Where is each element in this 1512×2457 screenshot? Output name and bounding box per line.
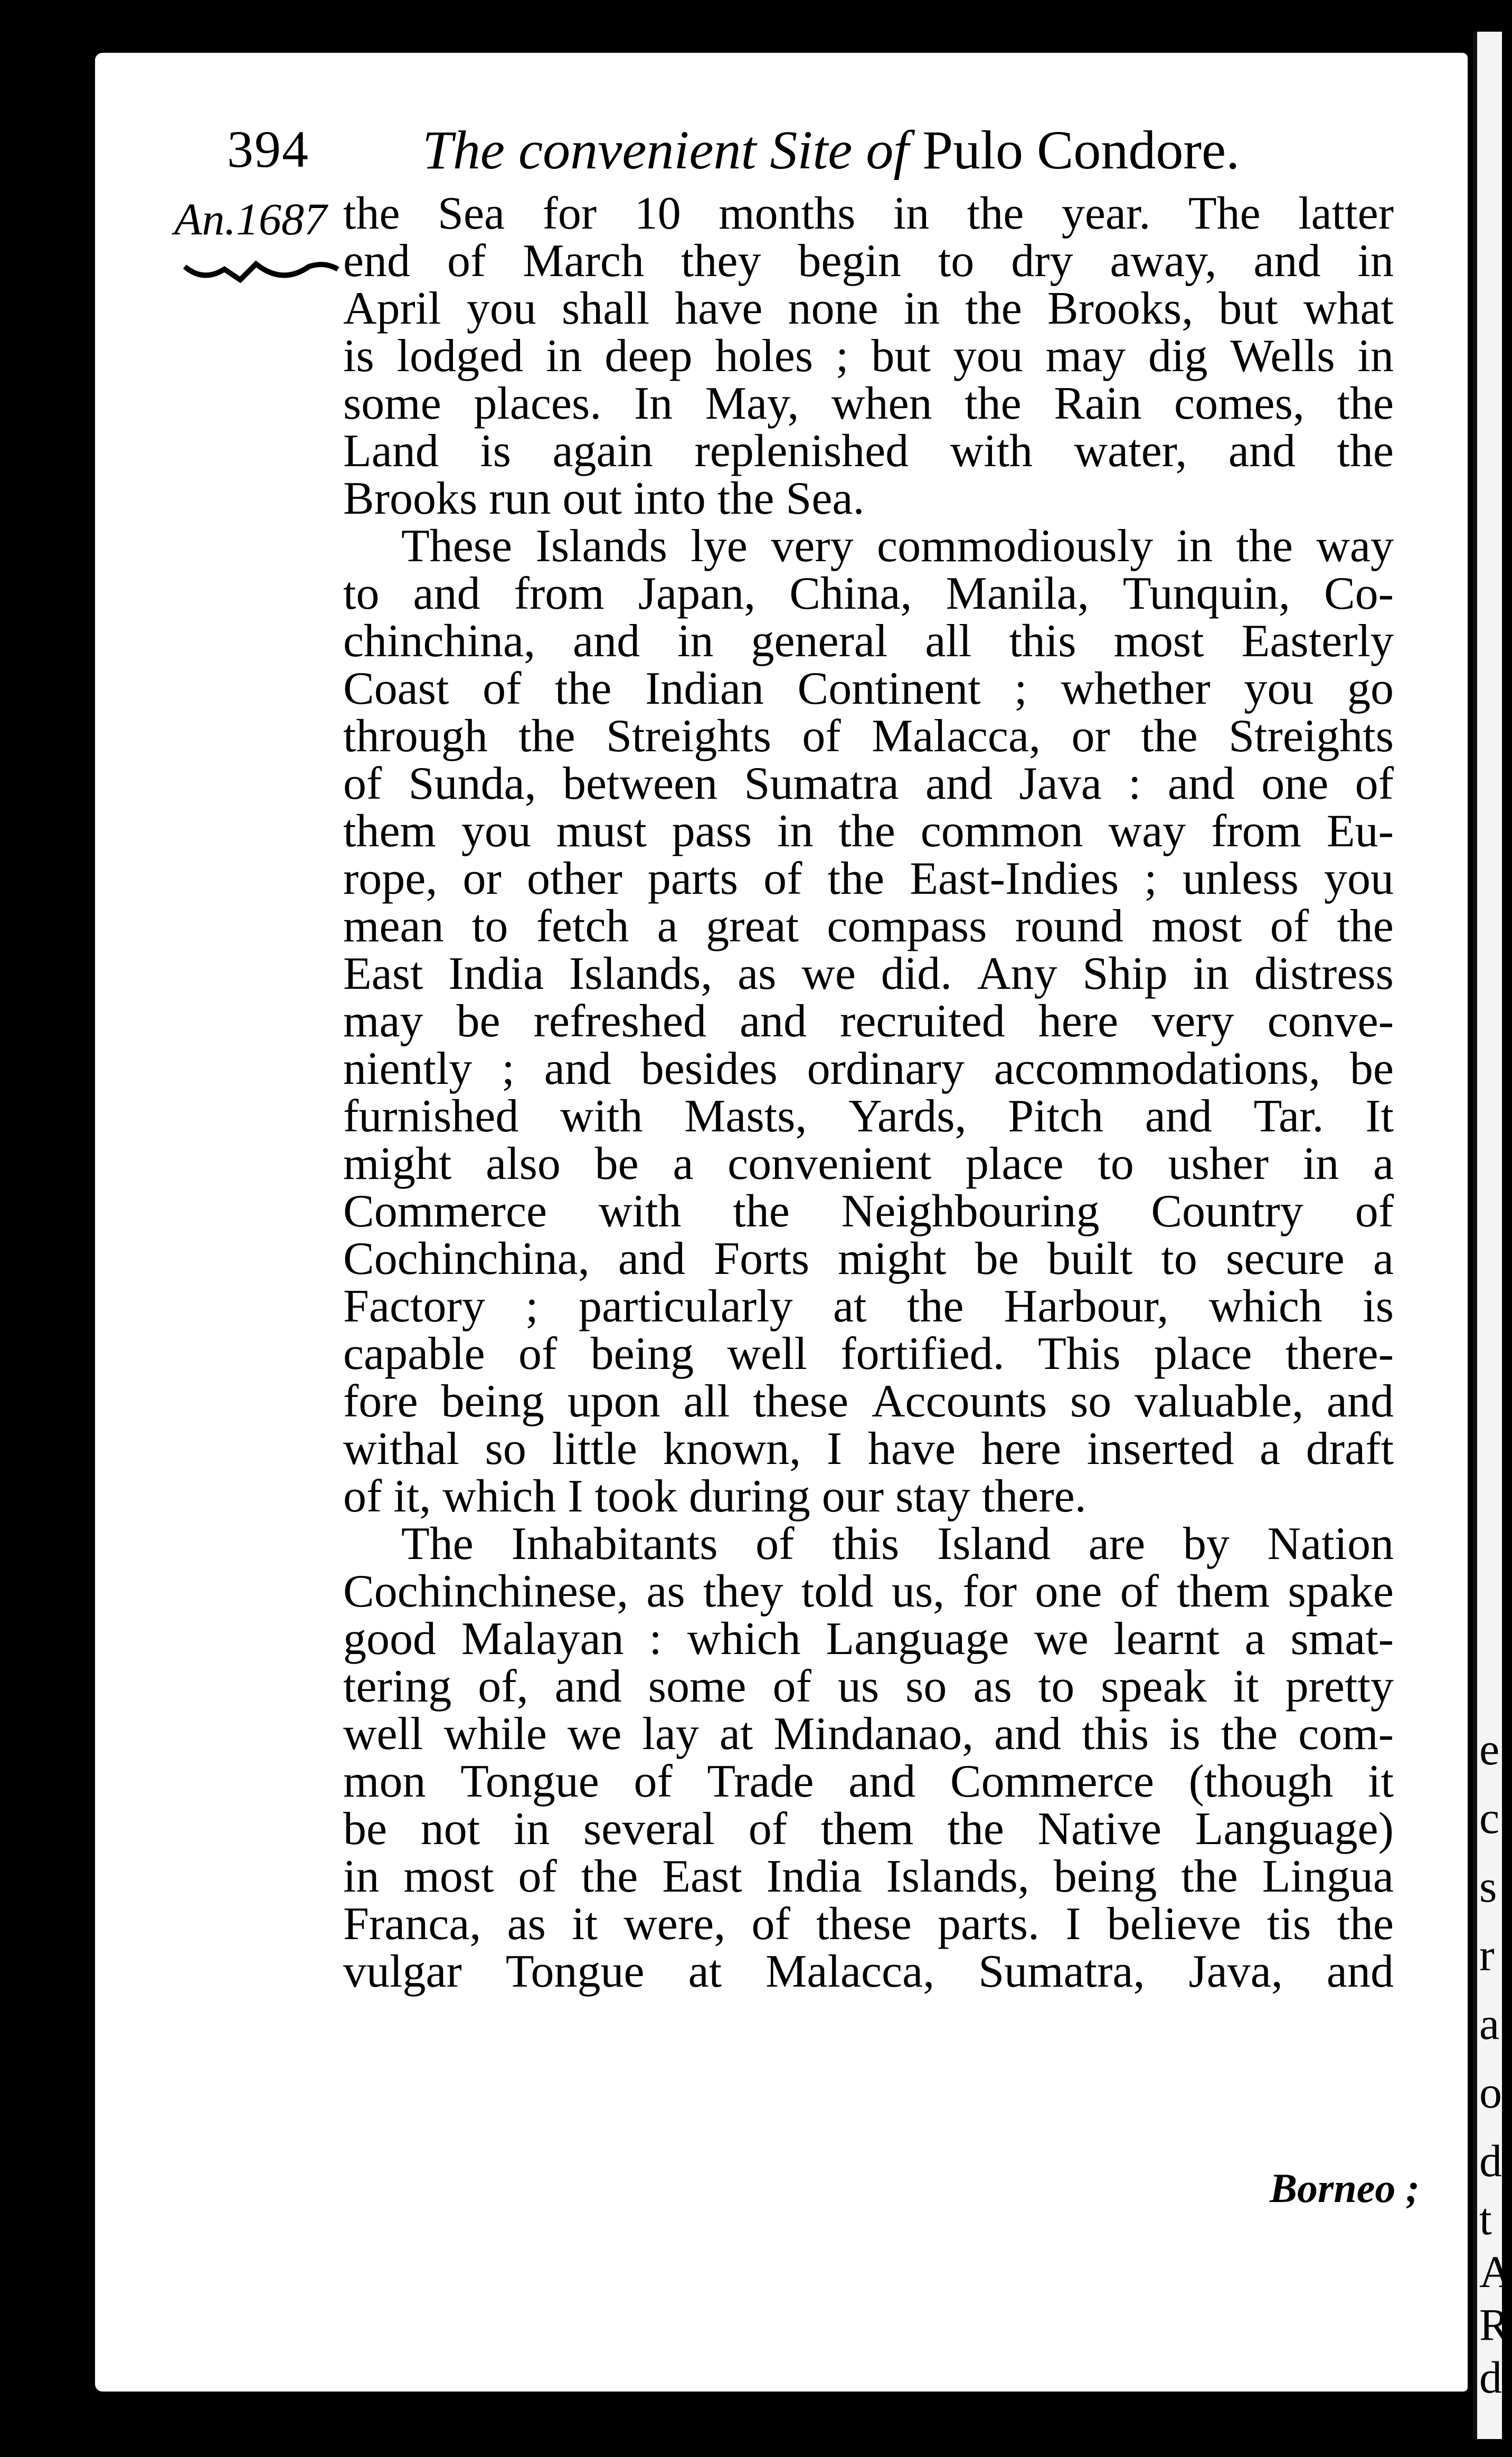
text-line: fore being upon all these Accounts so valuable, and (343, 1376, 1394, 1427)
text-line: Brooks run out into the Sea. (343, 473, 865, 524)
edge-fragment: d (1479, 2352, 1502, 2403)
text-line: rope, or other parts of the East-Indies ; unless you (343, 853, 1394, 904)
next-page-edge (1473, 32, 1512, 2439)
edge-fragment: c (1479, 1792, 1500, 1843)
edge-fragment: o (1479, 2067, 1502, 2118)
text-line: be not in several of them the Native Language) (343, 1803, 1394, 1855)
edge-fragment: s (1479, 1861, 1497, 1912)
edge-fragment: R (1479, 2299, 1510, 2350)
text-line: Factory ; particularly at the Harbour, which is (343, 1281, 1394, 1332)
text-line: tering of, and some of us so as to speak it pretty (343, 1661, 1394, 1712)
edge-fragment: r (1479, 1930, 1495, 1980)
text-line: Commerce with the Neighbouring Country of (343, 1186, 1394, 1237)
text-line: Cochinchina, and Forts might be built to secure a (343, 1233, 1394, 1284)
text-line: is lodged in deep holes ; but you may dig Wells in (343, 330, 1394, 382)
text-line: them you must pass in the common way from Eu- (343, 806, 1394, 857)
running-title (422, 119, 1240, 182)
text-line: mean to fetch a great compass round most of the (343, 901, 1394, 952)
running-title-italic: The convenient Site of (422, 120, 909, 181)
text-line: Land is again replenished with water, and the (343, 426, 1394, 477)
text-line: in most of the East India Islands, being the Lingua (343, 1851, 1394, 1902)
margin-year-note: An.1687 (174, 194, 327, 244)
body-text (343, 190, 1394, 1996)
text-line: of it, which I took during our stay there. (343, 1471, 1086, 1522)
page-spine (1473, 32, 1477, 2439)
text-line: of Sunda, between Sumatra and Java : and one of (343, 758, 1394, 809)
text-line: might also be a convenient place to usher in a (343, 1138, 1394, 1189)
text-line: Cochinchinese, as they told us, for one of them spake (343, 1566, 1394, 1617)
catchword: Borneo ; (1270, 2165, 1420, 2211)
text-line: well while we lay at Mindanao, and this is the com- (343, 1708, 1394, 1760)
text-line: vulgar Tongue at Malacca, Sumatra, Java, and (343, 1946, 1394, 1997)
text-line: East India Islands, as we did. Any Ship in distress (343, 948, 1394, 999)
text-line: may be refreshed and recruited here very conve- (343, 996, 1394, 1047)
edge-fragment: A (1479, 2246, 1512, 2297)
text-line: April you shall have none in the Brooks, but what (343, 283, 1394, 334)
edge-fragment: t (1479, 2194, 1492, 2244)
text-line: These Islands lye very commodiously in the way (401, 521, 1394, 572)
edge-fragment: a (1479, 1998, 1500, 2049)
text-line: chinchina, and in general all this most Easterly (343, 616, 1394, 667)
edge-fragment: d (1479, 2135, 1502, 2186)
page-number: 394 (227, 120, 309, 178)
text-line: through the Streights of Malacca, or the Streights (343, 711, 1394, 762)
running-header (227, 119, 1425, 193)
edge-fragment: e (1479, 1724, 1500, 1774)
text-line: capable of being well fortified. This place there- (343, 1328, 1394, 1379)
text-line: The Inhabitants of this Island are by Nation (401, 1518, 1394, 1570)
text-line: niently ; and besides ordinary accommodations, be (343, 1043, 1394, 1094)
text-line: furnished with Masts, Yards, Pitch and Tar. It (343, 1091, 1394, 1142)
year-flourish-ornament (182, 256, 341, 288)
text-line: Coast of the Indian Continent ; whether you go (343, 663, 1394, 714)
text-line: Franca, as it were, of these parts. I believe tis the (343, 1898, 1394, 1950)
text-line: withal so little known, I have here inserted a draft (343, 1423, 1394, 1475)
text-line: the Sea for 10 months in the year. The latter (343, 188, 1394, 239)
text-line: good Malayan : which Language we learnt a smat- (343, 1613, 1394, 1665)
running-title-roman: Pulo Condore. (922, 120, 1240, 181)
text-line: mon Tongue of Trade and Commerce (though it (343, 1756, 1394, 1807)
text-line: to and from Japan, China, Manila, Tunquin, Co- (343, 568, 1394, 619)
text-line: end of March they begin to dry away, and in (343, 235, 1394, 287)
text-line: some places. In May, when the Rain comes, the (343, 378, 1394, 429)
